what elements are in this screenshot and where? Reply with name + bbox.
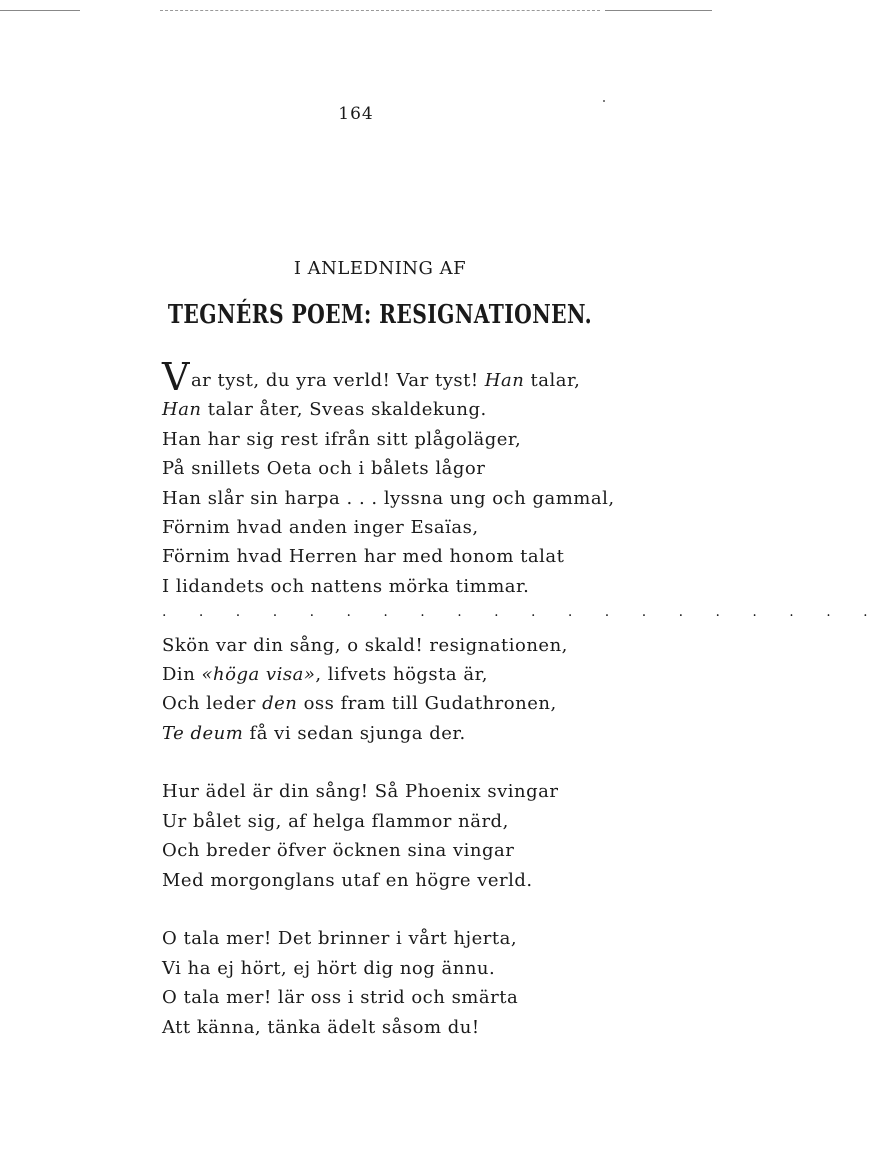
verse-line: Förnim hvad anden inger Esaïas, bbox=[162, 516, 479, 538]
verse-line: Han talar åter, Sveas skaldekung. bbox=[162, 399, 487, 421]
page-speck bbox=[603, 100, 605, 102]
verse-line: Din «höga visa», lifvets högsta är, bbox=[162, 663, 488, 685]
verse-line: Skön var din sång, o skald! resignationen, bbox=[162, 634, 568, 656]
verse-line: Ur bålet sig, af helga flammor närd, bbox=[162, 810, 509, 832]
verse-line: Med morgonglans utaf en högre verld. bbox=[162, 869, 533, 891]
verse-line: Och leder den oss fram till Gudathronen, bbox=[162, 693, 557, 715]
verse-line: Att känna, tänka ädelt såsom du! bbox=[162, 1016, 480, 1038]
stanza-gap bbox=[162, 748, 662, 777]
verse-line: Var tyst, du yra verld! Var tyst! Han talar, bbox=[162, 355, 581, 399]
verse-line: På snillets Oeta och i bålets lågor bbox=[162, 458, 486, 480]
verse-line: Vi ha ej hört, ej hört dig nog ännu. bbox=[162, 957, 496, 979]
poem-title: TEGNÉRS POEM: RESIGNATIONEN. bbox=[167, 300, 593, 330]
omission-dots: . . . . . . . . . . . . . . . . . . . . bbox=[162, 604, 882, 621]
stanza-4 bbox=[162, 924, 662, 1042]
top-rule-right bbox=[605, 10, 712, 11]
stanza-1 bbox=[162, 355, 662, 601]
stanza-2 bbox=[162, 631, 662, 749]
verse-line: Han slår sin harpa . . . lyssna ung och gammal, bbox=[162, 487, 615, 509]
stanza-gap bbox=[162, 895, 662, 924]
verse-line: I lidandets och nattens mörka timmar. bbox=[162, 575, 530, 597]
verse-line: Och breder öfver öcknen sina vingar bbox=[162, 840, 515, 862]
poem-body bbox=[162, 355, 882, 1042]
heading-line-1: I ANLEDNING AF bbox=[293, 258, 467, 279]
verse-line: Hur ädel är din sång! Så Phoenix svingar bbox=[162, 781, 559, 803]
top-rule-middle bbox=[160, 10, 600, 11]
verse-line: Förnim hvad Herren har med honom talat bbox=[162, 546, 565, 568]
verse-line: Te deum få vi sedan sjunga der. bbox=[162, 722, 466, 744]
page-number: 164 bbox=[338, 104, 374, 124]
verse-line: O tala mer! Det brinner i vårt hjerta, bbox=[162, 928, 518, 950]
top-rule-left bbox=[0, 10, 80, 11]
drop-cap: V bbox=[162, 355, 190, 399]
verse-line: O tala mer! lär oss i strid och smärta bbox=[162, 987, 519, 1009]
verse-line: Han har sig rest ifrån sitt plågoläger, bbox=[162, 428, 522, 450]
stanza-3 bbox=[162, 777, 662, 895]
